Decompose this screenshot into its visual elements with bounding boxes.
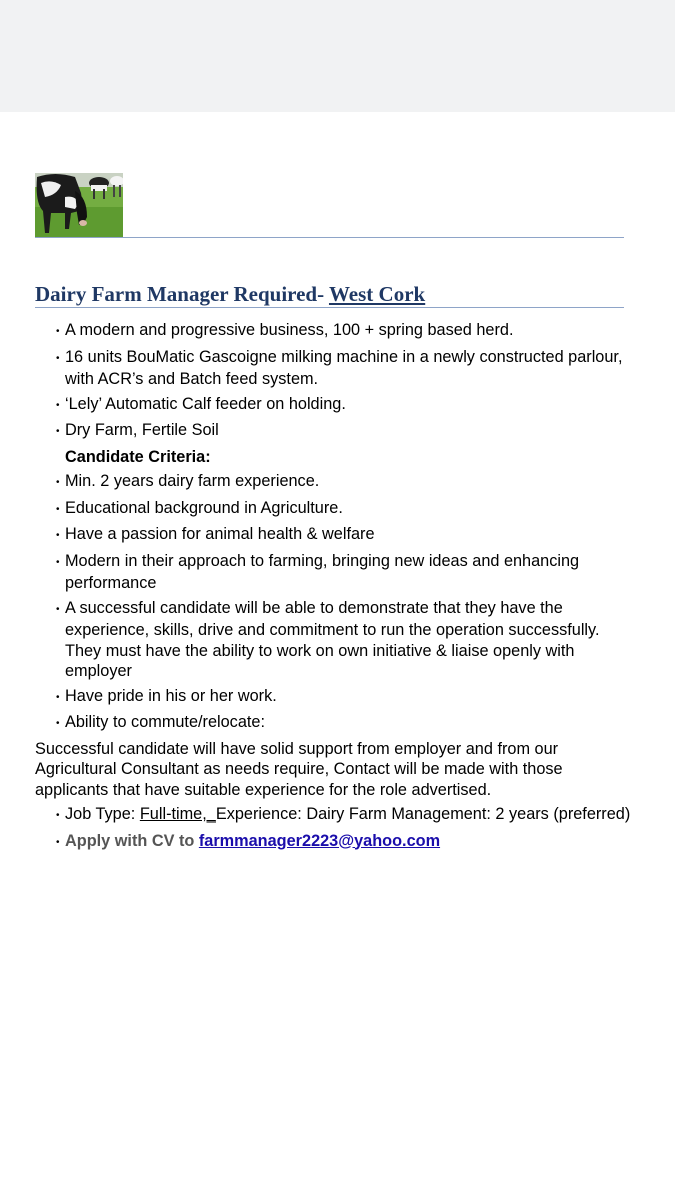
job-type-item (35, 804, 635, 827)
bullet-icon: • (56, 503, 60, 515)
page-title (35, 282, 425, 307)
list-item: • Ability to commute/relocate: (35, 712, 635, 735)
bullet-icon: • (56, 399, 60, 411)
list-item: • Have a passion for animal health & welfare (35, 524, 635, 547)
bullet-icon: • (56, 836, 60, 848)
apply-item (35, 831, 635, 854)
bullet-icon: • (56, 352, 60, 364)
bullet-icon: • (56, 718, 60, 729)
title-rule (35, 307, 624, 308)
cow-grazing-photo (35, 173, 123, 237)
bullet-icon: • (56, 603, 60, 615)
list-item: • Educational background in Agriculture. (35, 498, 635, 521)
experience-text: Experience: Dairy Farm Management: 2 years (preferred) (215, 805, 631, 823)
bullet-icon: • (56, 691, 60, 703)
list-item: • Have pride in his or her work. (35, 686, 635, 709)
title-location: West Cork (328, 282, 426, 306)
job-type-value: Full-time,_ (139, 805, 216, 823)
job-type-label: Job Type: (65, 805, 140, 823)
bullet-icon: • (56, 326, 60, 337)
apply-label: Apply with CV to (65, 831, 199, 850)
bullet-icon: • (56, 556, 60, 568)
header-rule (35, 237, 624, 238)
support-paragraph: Successful candidate will have solid support from employer and from our Agricultural Consultant as needs require, Contact will be made with those applicants that have suitable experience for the role advertised. (35, 739, 563, 799)
bullet-icon: • (56, 426, 60, 437)
bullet-icon: • (56, 530, 60, 541)
list-item: • Dry Farm, Fertile Soil (35, 420, 635, 443)
email-link[interactable]: farmmanager2223@yahoo.com (198, 831, 441, 850)
bullet-icon: • (56, 477, 60, 488)
list-item: • Modern in their approach to farming, bringing new ideas and enhancing performance (56, 551, 580, 592)
top-bar (0, 0, 675, 112)
list-item: • A modern and progressive business, 100 + spring based herd. (35, 320, 635, 343)
list-item: • Min. 2 years dairy farm experience. (35, 471, 635, 494)
list-item: • 16 units BouMatic Gascoigne milking machine in a newly constructed parlour, with ACR’s and Batch feed system. (56, 347, 623, 388)
list-item: • A successful candidate will be able to demonstrate that they have the experience, skills, drive and commitment to run the operation successfully. They must have the ability to work on own initiative & liaise openly with employer (56, 598, 600, 680)
criteria-heading: Candidate Criteria: (65, 447, 211, 466)
bullet-icon: • (56, 810, 60, 821)
title-prefix: Dairy Farm Manager Required- (35, 282, 329, 306)
cow-grazing-illustration (35, 173, 123, 237)
job-description (35, 320, 635, 857)
list-item: • ‘Lely’ Automatic Calf feeder on holding. (35, 394, 635, 417)
